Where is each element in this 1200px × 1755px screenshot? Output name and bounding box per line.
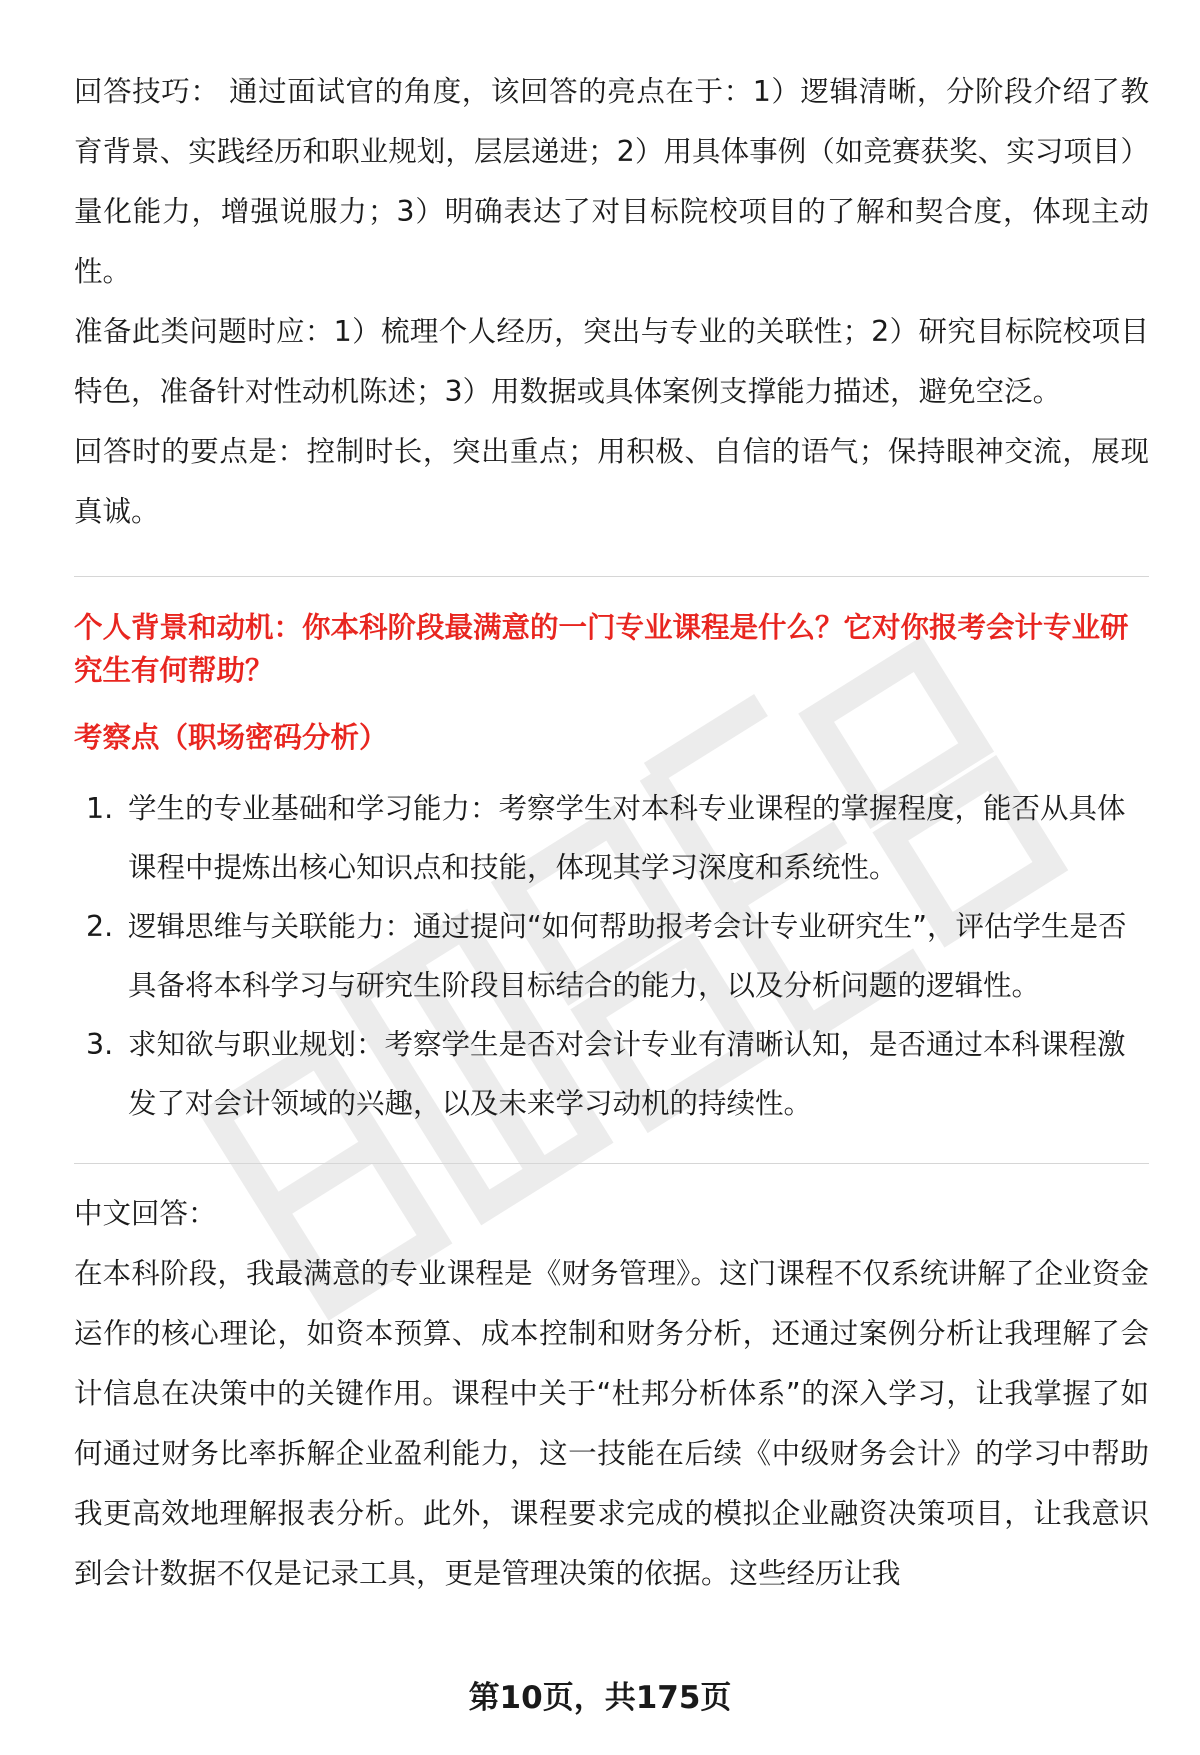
- tips-paragraph: 回答技巧： 通过面试官的角度，该回答的亮点在于：1）逻辑清晰，分阶段介绍了教育背景、实践经历和职业规划，层层递进；2）用具体事例（如竞赛获奖、实习项目）量化能力，增强说服力；3）明确表达了对目标院校项目的了解和契合度，体现主动性。: [74, 75, 1149, 288]
- points-paragraph: 回答时的要点是：控制时长，突出重点；用积极、自信的语气；保持眼神交流，展现真诚。: [74, 435, 1149, 528]
- focus-item: [74, 1015, 1149, 1133]
- focus-item-number: 2.: [86, 910, 114, 943]
- focus-item-number: 1.: [86, 792, 114, 825]
- focus-item-text: 学生的专业基础和学习能力：考察学生对本科专业课程的掌握程度，能否从具体课程中提炼出核心知识点和技能，体现其学习深度和系统性。: [128, 792, 1126, 884]
- prep-paragraph: 准备此类问题时应：1）梳理个人经历，突出与专业的关联性；2）研究目标院校项目特色，准备针对性动机陈述；3）用数据或具体案例支撑能力描述，避免空泛。: [74, 315, 1149, 408]
- section-divider: [74, 576, 1149, 577]
- focus-item-text: 求知欲与职业规划：考察学生是否对会计专业有清晰认知，是否通过本科课程激发了对会计领域的兴趣，以及未来学习动机的持续性。: [128, 1028, 1126, 1120]
- focus-item: [74, 779, 1149, 897]
- focus-item-number: 3.: [86, 1028, 114, 1061]
- focus-item: [74, 897, 1149, 1015]
- page-number: 第10页，共175页: [468, 1680, 732, 1716]
- focus-list: [74, 779, 1149, 1133]
- answer-label: 中文回答：: [74, 1197, 217, 1230]
- focus-item-text: 逻辑思维与关联能力：通过提问“如何帮助报考会计专业研究生”，评估学生是否具备将本科学习与研究生阶段目标结合的能力，以及分析问题的逻辑性。: [128, 910, 1127, 1002]
- page-content: [74, 62, 1149, 1604]
- focus-heading: 考察点（职场密码分析）: [74, 721, 388, 754]
- answer-body: 在本科阶段，我最满意的专业课程是《财务管理》。这门课程不仅系统讲解了企业资金运作的核心理论，如资本预算、成本控制和财务分析，还通过案例分析让我理解了会计信息在决策中的关键作用。课程中关于“杜邦分析体系”的深入学习，让我掌握了如何通过财务比率拆解企业盈利能力，这一技能在后续《中级财务会计》的学习中帮助我更高效地理解报表分析。此外，课程要求完成的模拟企业融资决策项目，让我意识到会计数据不仅是记录工具，更是管理决策的依据。这些经历让我: [74, 1257, 1149, 1590]
- question-title: 个人背景和动机：你本科阶段最满意的一门专业课程是什么？它对你报考会计专业研究生有何帮助？: [74, 611, 1129, 687]
- section-divider: [74, 1163, 1149, 1164]
